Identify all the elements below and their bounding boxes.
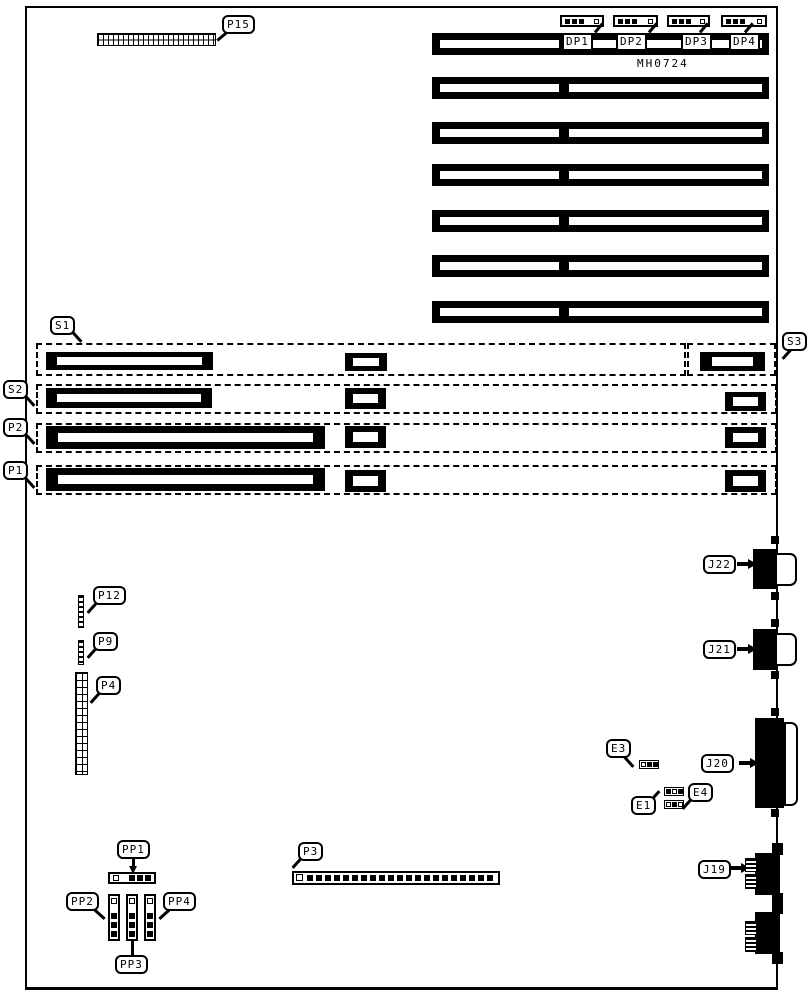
label-dp4: DP4 xyxy=(729,33,760,51)
pin xyxy=(653,762,658,767)
label-dp1: DP1 xyxy=(562,33,593,51)
pin-open xyxy=(111,898,117,904)
slot-opening xyxy=(569,262,762,270)
pin xyxy=(740,19,745,24)
pin xyxy=(672,19,677,24)
callout-p3: P3 xyxy=(298,842,323,861)
callout-pp3-arrow xyxy=(131,941,134,956)
port-j22 xyxy=(753,549,777,589)
pin-open xyxy=(672,789,677,794)
slot-opening xyxy=(440,129,559,137)
pin xyxy=(137,875,143,881)
pin xyxy=(147,922,153,928)
pin-open xyxy=(641,762,646,767)
pin-open xyxy=(594,19,599,24)
slot-p1-mid xyxy=(345,470,386,492)
port-j19-pins xyxy=(745,874,757,889)
expansion-slot-7 xyxy=(432,301,769,323)
pin xyxy=(111,922,117,928)
slot-p1-right xyxy=(725,470,766,492)
pin xyxy=(686,19,691,24)
pin xyxy=(632,19,637,24)
port-j22-shell xyxy=(775,553,797,586)
pin xyxy=(672,802,677,807)
slot-s2-right xyxy=(725,392,766,411)
slot-s3 xyxy=(700,352,765,371)
jumper-pp1 xyxy=(108,872,156,884)
port-j20 xyxy=(755,718,784,808)
label-dp2: DP2 xyxy=(616,33,647,51)
jumper-pp3 xyxy=(126,894,138,941)
pin xyxy=(625,19,630,24)
connector-dp2 xyxy=(613,15,658,27)
slot-s1 xyxy=(46,352,213,370)
connector-dp4 xyxy=(721,15,767,27)
pin xyxy=(129,931,135,937)
pin xyxy=(618,19,623,24)
pin xyxy=(579,19,584,24)
mount-pad xyxy=(771,671,779,679)
pin-open xyxy=(700,19,705,24)
slot-s2-mid xyxy=(345,388,386,409)
jumper-pp2 xyxy=(108,894,120,941)
mount-pad xyxy=(771,592,779,600)
expansion-slot-4 xyxy=(432,164,769,186)
pin xyxy=(147,931,153,937)
port-j21-shell xyxy=(775,633,797,666)
port-unlabeled xyxy=(755,912,780,954)
slot-opening xyxy=(440,262,559,270)
connector-p3 xyxy=(292,871,500,885)
mount-pad xyxy=(771,619,779,627)
callout-pp1: PP1 xyxy=(117,840,150,859)
slot-s2 xyxy=(46,388,212,408)
pin xyxy=(111,931,117,937)
jumper-e1 xyxy=(664,787,684,796)
callout-s2: S2 xyxy=(3,380,28,399)
mount-pad xyxy=(771,536,779,544)
connector-p15 xyxy=(97,33,216,46)
expansion-slot-2 xyxy=(432,77,769,99)
pin-open xyxy=(648,19,653,24)
callout-p4: P4 xyxy=(96,676,121,695)
pin xyxy=(679,19,684,24)
pin xyxy=(129,922,135,928)
callout-pp2: PP2 xyxy=(66,892,99,911)
callout-e4: E4 xyxy=(688,783,713,802)
expansion-slot-6 xyxy=(432,255,769,277)
jumper-pp4 xyxy=(144,894,156,941)
pin-open xyxy=(757,19,762,24)
slot-s1-mid xyxy=(345,353,387,371)
slot-opening xyxy=(440,217,559,225)
pin xyxy=(111,913,117,919)
callout-s3: S3 xyxy=(782,332,807,351)
pin-open xyxy=(113,875,119,881)
callout-p2: P2 xyxy=(3,418,28,437)
callout-p1: P1 xyxy=(3,461,28,480)
expansion-slot-5 xyxy=(432,210,769,232)
callout-p9: P9 xyxy=(93,632,118,651)
part-number: MH0724 xyxy=(637,57,689,70)
slot-opening xyxy=(569,129,762,137)
pin xyxy=(145,875,151,881)
port-j19 xyxy=(755,853,780,895)
callout-pp3: PP3 xyxy=(115,955,148,974)
slot-opening xyxy=(440,40,559,48)
callout-e1: E1 xyxy=(631,796,656,815)
callout-p12: P12 xyxy=(93,586,126,605)
connector-p4 xyxy=(75,672,88,775)
callout-e3: E3 xyxy=(606,739,631,758)
slot-p1 xyxy=(46,468,325,491)
pin-open xyxy=(147,898,153,904)
pin xyxy=(129,875,135,881)
slot-p2-mid xyxy=(345,426,386,448)
callout-j20: J20 xyxy=(701,754,734,773)
slot-opening xyxy=(569,171,762,179)
callout-j21: J21 xyxy=(703,640,736,659)
slot-opening xyxy=(440,171,559,179)
connector-p12 xyxy=(78,595,84,628)
connector-p9 xyxy=(78,640,84,665)
pin xyxy=(129,913,135,919)
mount-pad xyxy=(771,708,779,716)
pin xyxy=(572,19,577,24)
callout-s1: S1 xyxy=(50,316,75,335)
callout-j22: J22 xyxy=(703,555,736,574)
expansion-slot-1 xyxy=(432,33,769,55)
slot-opening xyxy=(440,84,559,92)
callout-pp4: PP4 xyxy=(163,892,196,911)
expansion-slot-3 xyxy=(432,122,769,144)
pin-open xyxy=(666,802,671,807)
port-unlabeled-pins xyxy=(745,937,757,952)
pin-open xyxy=(129,898,135,904)
port-unlabeled-step xyxy=(772,952,783,964)
pin xyxy=(733,19,738,24)
label-dp3: DP3 xyxy=(681,33,712,51)
pin xyxy=(666,789,671,794)
slot-p2 xyxy=(46,426,325,449)
slot-opening xyxy=(569,217,762,225)
pin xyxy=(678,789,683,794)
pin xyxy=(647,762,652,767)
pin-open xyxy=(296,874,303,881)
callout-p15: P15 xyxy=(222,15,255,34)
port-unlabeled-pins xyxy=(745,921,757,935)
pin xyxy=(726,19,731,24)
port-j19-pins xyxy=(745,858,757,872)
callout-j19: J19 xyxy=(698,860,731,879)
slot-p2-right xyxy=(725,427,766,448)
pin xyxy=(147,913,153,919)
port-j21 xyxy=(753,629,777,670)
mount-pad xyxy=(771,809,779,817)
jumper-e3 xyxy=(639,760,659,769)
port-j20-shell xyxy=(784,722,798,806)
slot-opening xyxy=(440,308,559,316)
pin xyxy=(565,19,570,24)
slot-opening xyxy=(569,84,762,92)
slot-opening xyxy=(569,308,762,316)
